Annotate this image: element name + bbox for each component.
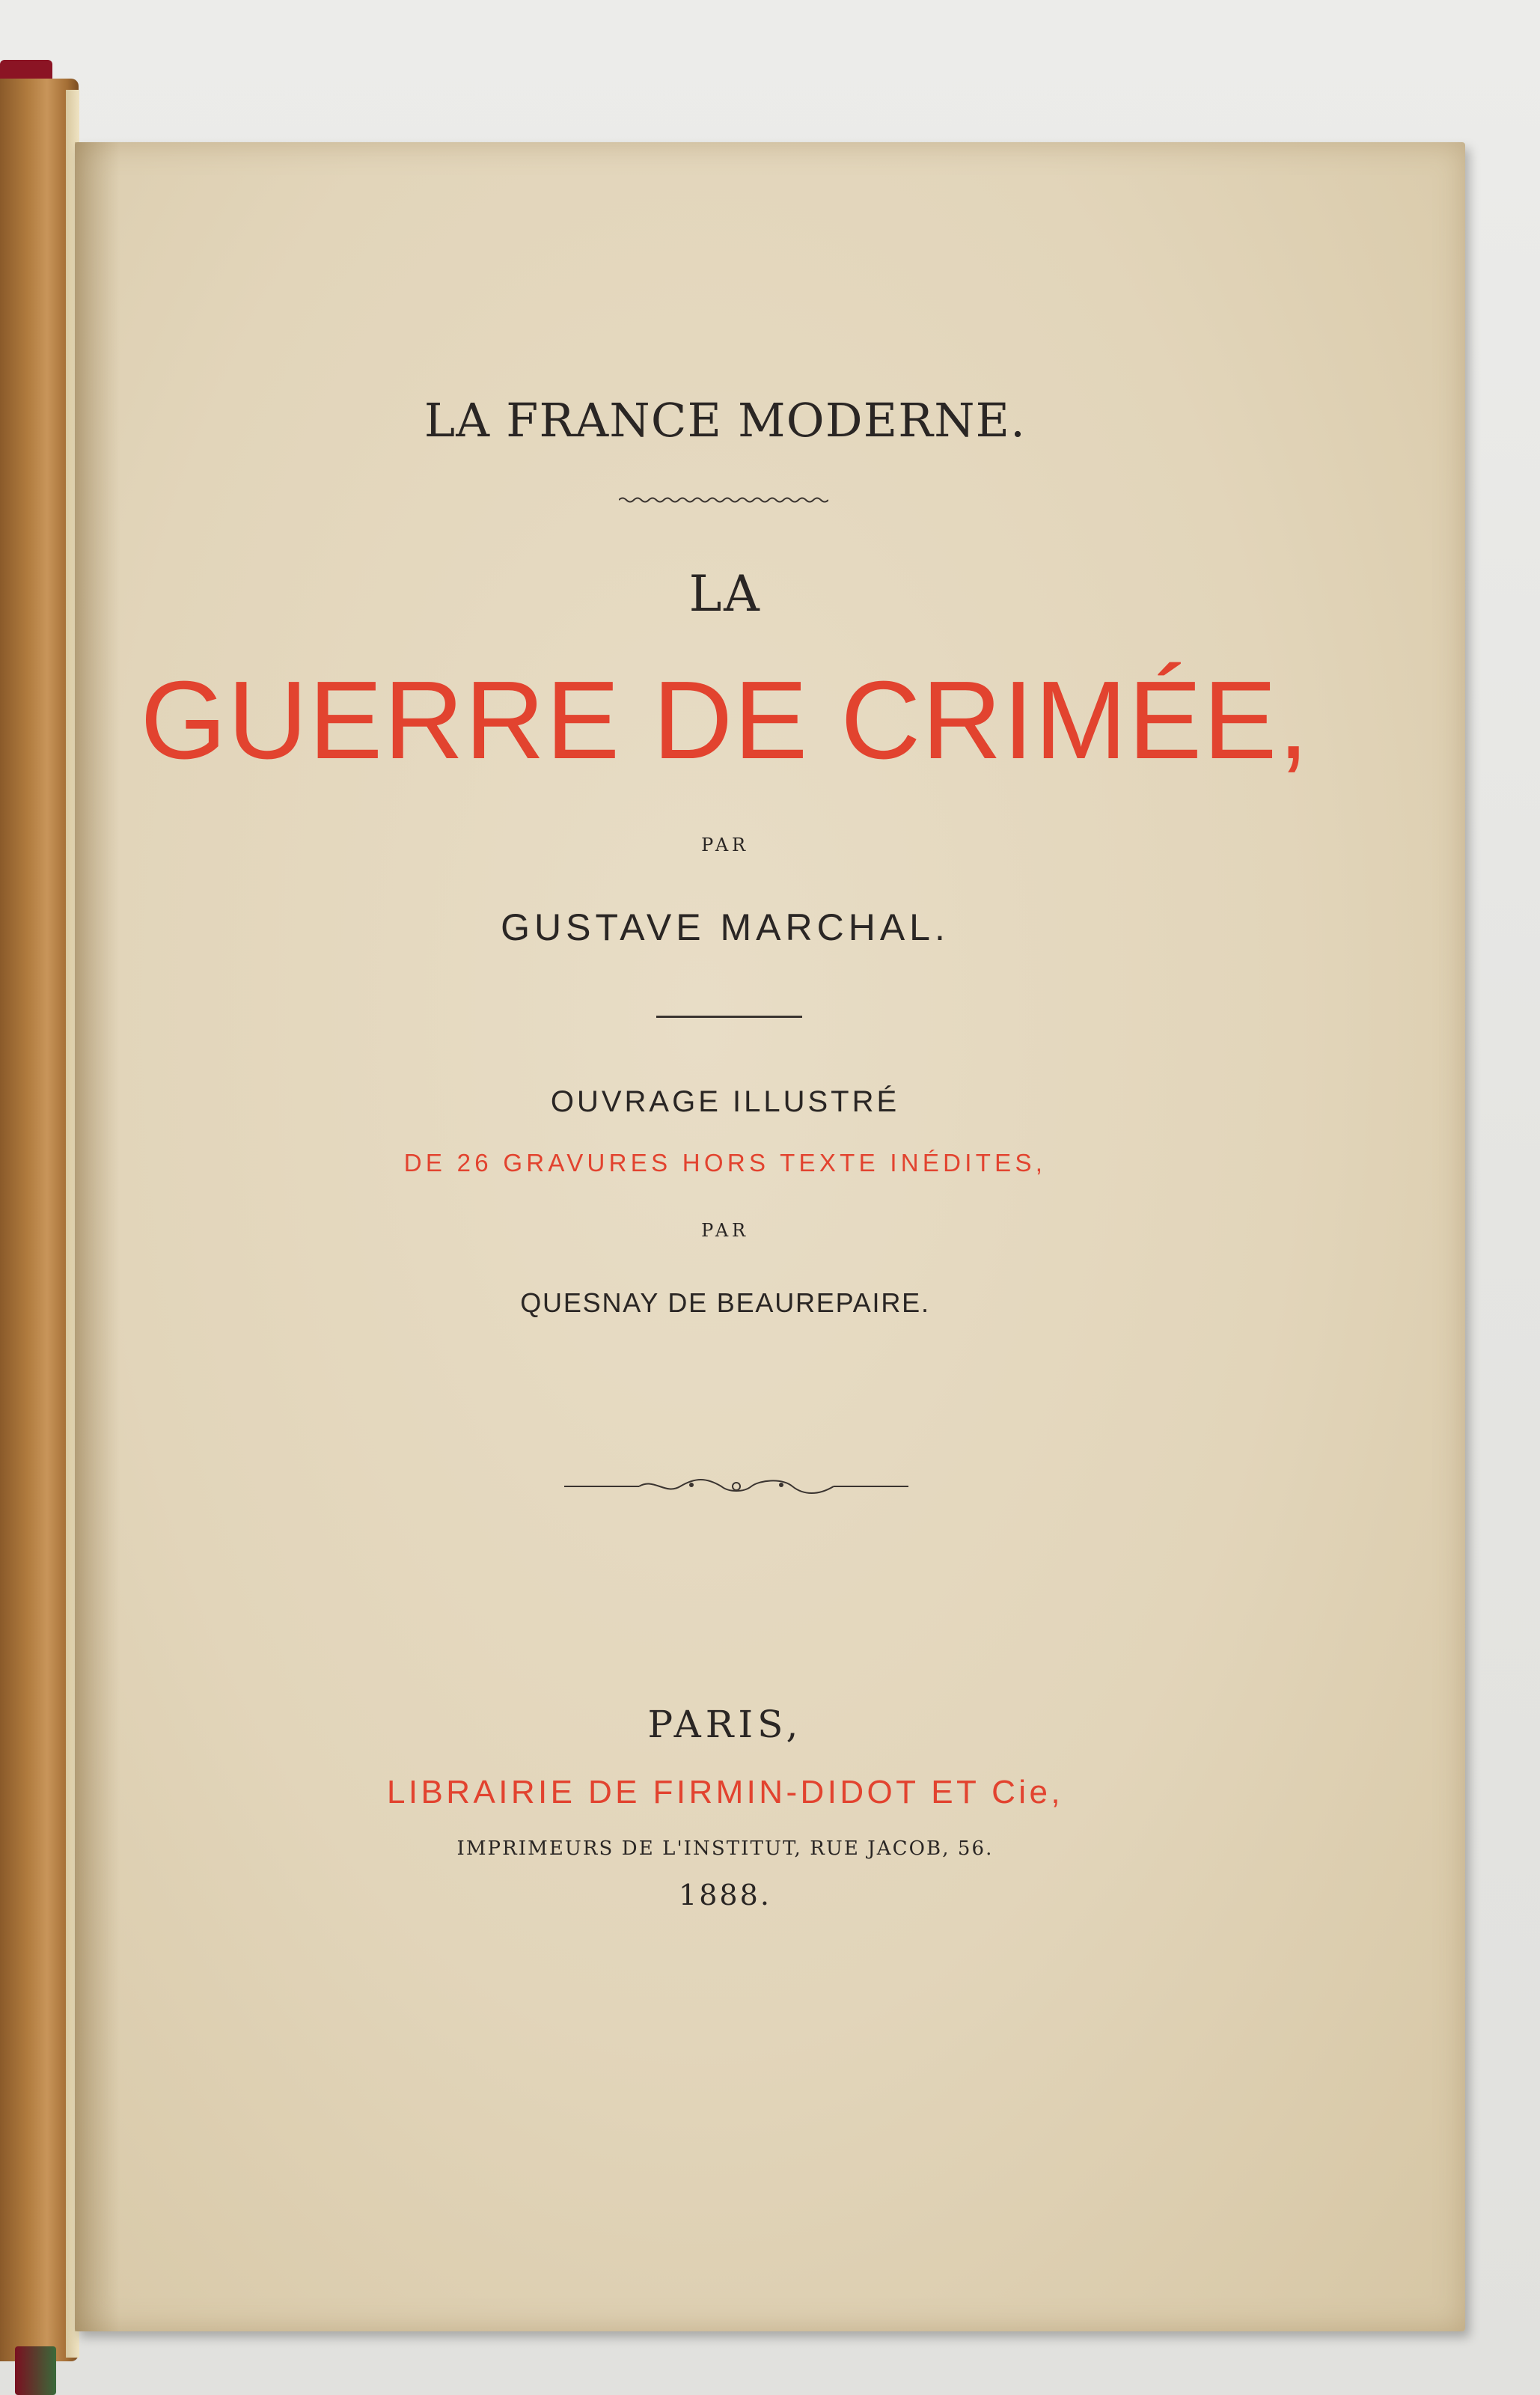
wavy-rule [619,494,828,506]
printer-address: IMPRIMEURS DE L'INSTITUT, RUE JACOB, 56. [456,1837,994,1860]
series-title: LA FRANCE MODERNE. [424,393,1027,448]
page-gutter-shadow [75,142,120,2331]
plain-rule [656,1016,802,1018]
ouvrage-line: OUVRAGE ILLUSTRÉ [550,1085,900,1118]
par-label: PAR [701,835,749,855]
gravures-line: DE 26 GRAVURES HORS TEXTE INÉDITES, [403,1149,1047,1177]
publisher: LIBRAIRIE DE FIRMIN-DIDOT ET Cie, [387,1774,1063,1810]
city: PARIS, [647,1703,803,1746]
publication-year: 1888. [679,1879,771,1912]
ornament-divider [564,1476,908,1497]
title-article: LA [688,565,762,623]
title-page [75,142,1465,2331]
bookmark-ribbon-end [15,2346,56,2395]
main-title: GUERRE DE CRIMÉE, [140,659,1310,782]
par-label-2: PAR [701,1220,749,1241]
author-name: GUSTAVE MARCHAL. [501,906,950,948]
illustrator-name: QUESNAY DE BEAUREPAIRE. [520,1287,930,1318]
